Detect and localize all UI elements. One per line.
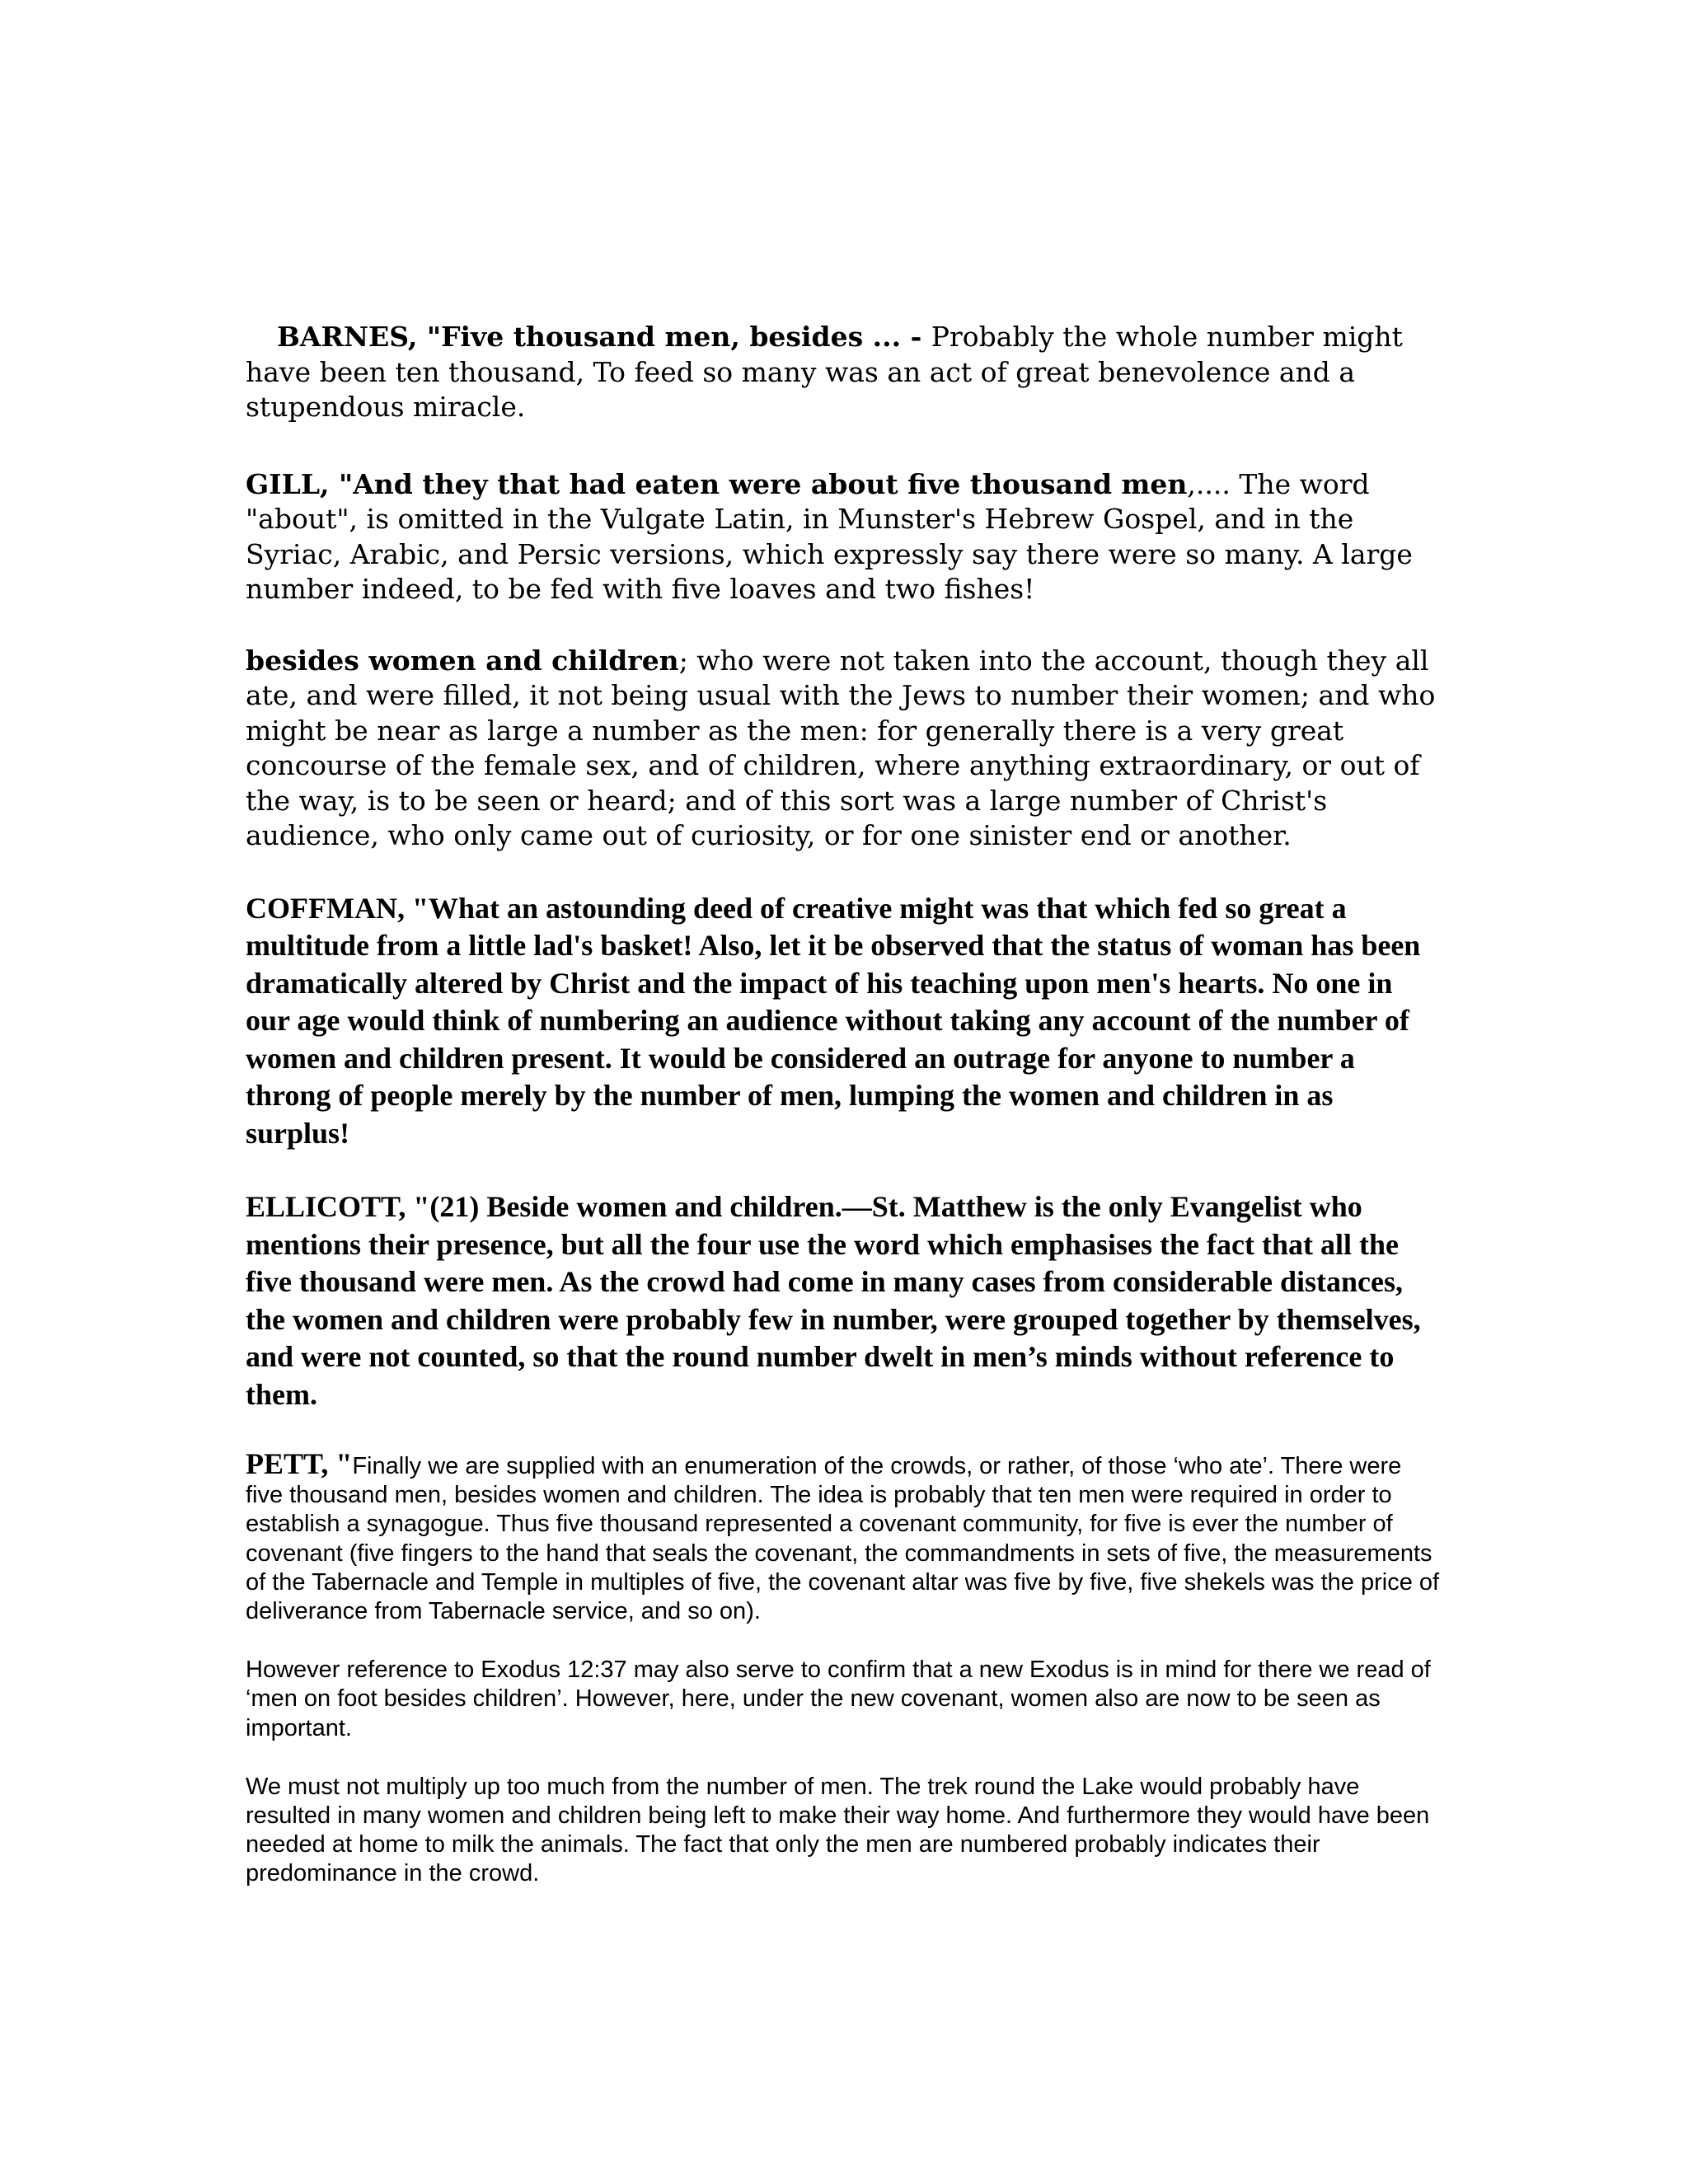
- pett-commentary: [246, 1447, 1441, 1626]
- barnes-lead: BARNES, "Five thousand men, besides ... -: [277, 321, 931, 353]
- barnes-commentary: [246, 320, 1441, 425]
- gill-text-2: ; who were not taken into the account, though they all ate, and were filled, it not being usual with the Jews to number their women; and who might be near as large a number as the men: for generally there is a very great concourse of the female sex, and of children, where anything extraordinary, or out of the way, is to be seen or heard; and of this sort was a large number of Christ's audience, who only came out of curiosity, or for one sinister end or another.: [246, 644, 1436, 851]
- gill-commentary-continued: [246, 644, 1441, 854]
- barnes-text: Probably the whole number might have been ten thousand, To feed so many was an act of great benevolence and a stupendous miracle.: [246, 321, 1403, 423]
- gill-lead-2: besides women and children: [246, 644, 679, 677]
- gill-commentary: [246, 467, 1441, 607]
- gill-text: ,.... The word "about", is omitted in the Vulgate Latin, in Munster's Hebrew Gospel, and in the Syriac, Arabic, and Persic versions, which expressly say there were so many. A large number indeed, to be fed with five loaves and two fishes!: [246, 467, 1413, 605]
- document-page: [246, 320, 1441, 1889]
- pett-lead: PETT, ": [246, 1447, 353, 1480]
- coffman-commentary: COFFMAN, "What an astounding deed of creative might was that which fed so great a multitude from a little lad's basket! Also, let it be observed that the status of woman has been dramatically altered by Christ and the impact of his teaching upon men's hearts. No one in our age would think of numbering an audience without taking any account of the number of women and children present. It would be considered an outrage for anyone to number a throng of people merely by the number of men, lumping the women and children in as surplus!: [246, 891, 1421, 1150]
- ellicott-commentary: ELLICOTT, "(21) Beside women and children.—St. Matthew is the only Evangelist who mentions their presence, but all the four use the word which emphasises the fact that all the five thousand were men. As the crowd had come in many cases from considerable distances, the women and children were probably few in number, were grouped together by themselves, and were not counted, so that the round number dwelt in men’s minds without reference to them.: [246, 1190, 1421, 1411]
- pett-paragraph-3: We must not multiply up too much from the number of men. The trek round the Lake would probably have resulted in many women and children being left to make their way home. And furthermore they would have been needed at home to milk the animals. The fact that only the men are numbered probably indicates their predominance in the crowd.: [246, 1773, 1430, 1887]
- pett-text-1: Finally we are supplied with an enumeration of the crowds, or rather, of those ‘who ate’. There were five thousand men, besides women and children. The idea is probably that ten men were required in order to establish a synagogue. Thus five thousand represented a covenant community, for five is ever the number of covenant (five fingers to the hand that seals the covenant, the commandments in sets of five, the measurements of the Tabernacle and Temple in multiples of five, the covenant altar was five by five, five shekels was the price of deliverance from Tabernacle service, and so on).: [246, 1453, 1440, 1625]
- gill-lead: GILL, "And they that had eaten were about five thousand men: [246, 467, 1188, 500]
- pett-paragraph-2: However reference to Exodus 12:37 may also serve to confirm that a new Exodus is in mind for there we read of ‘men on foot besides children’. However, here, under the new covenant, women also are now to be seen as important.: [246, 1657, 1431, 1741]
